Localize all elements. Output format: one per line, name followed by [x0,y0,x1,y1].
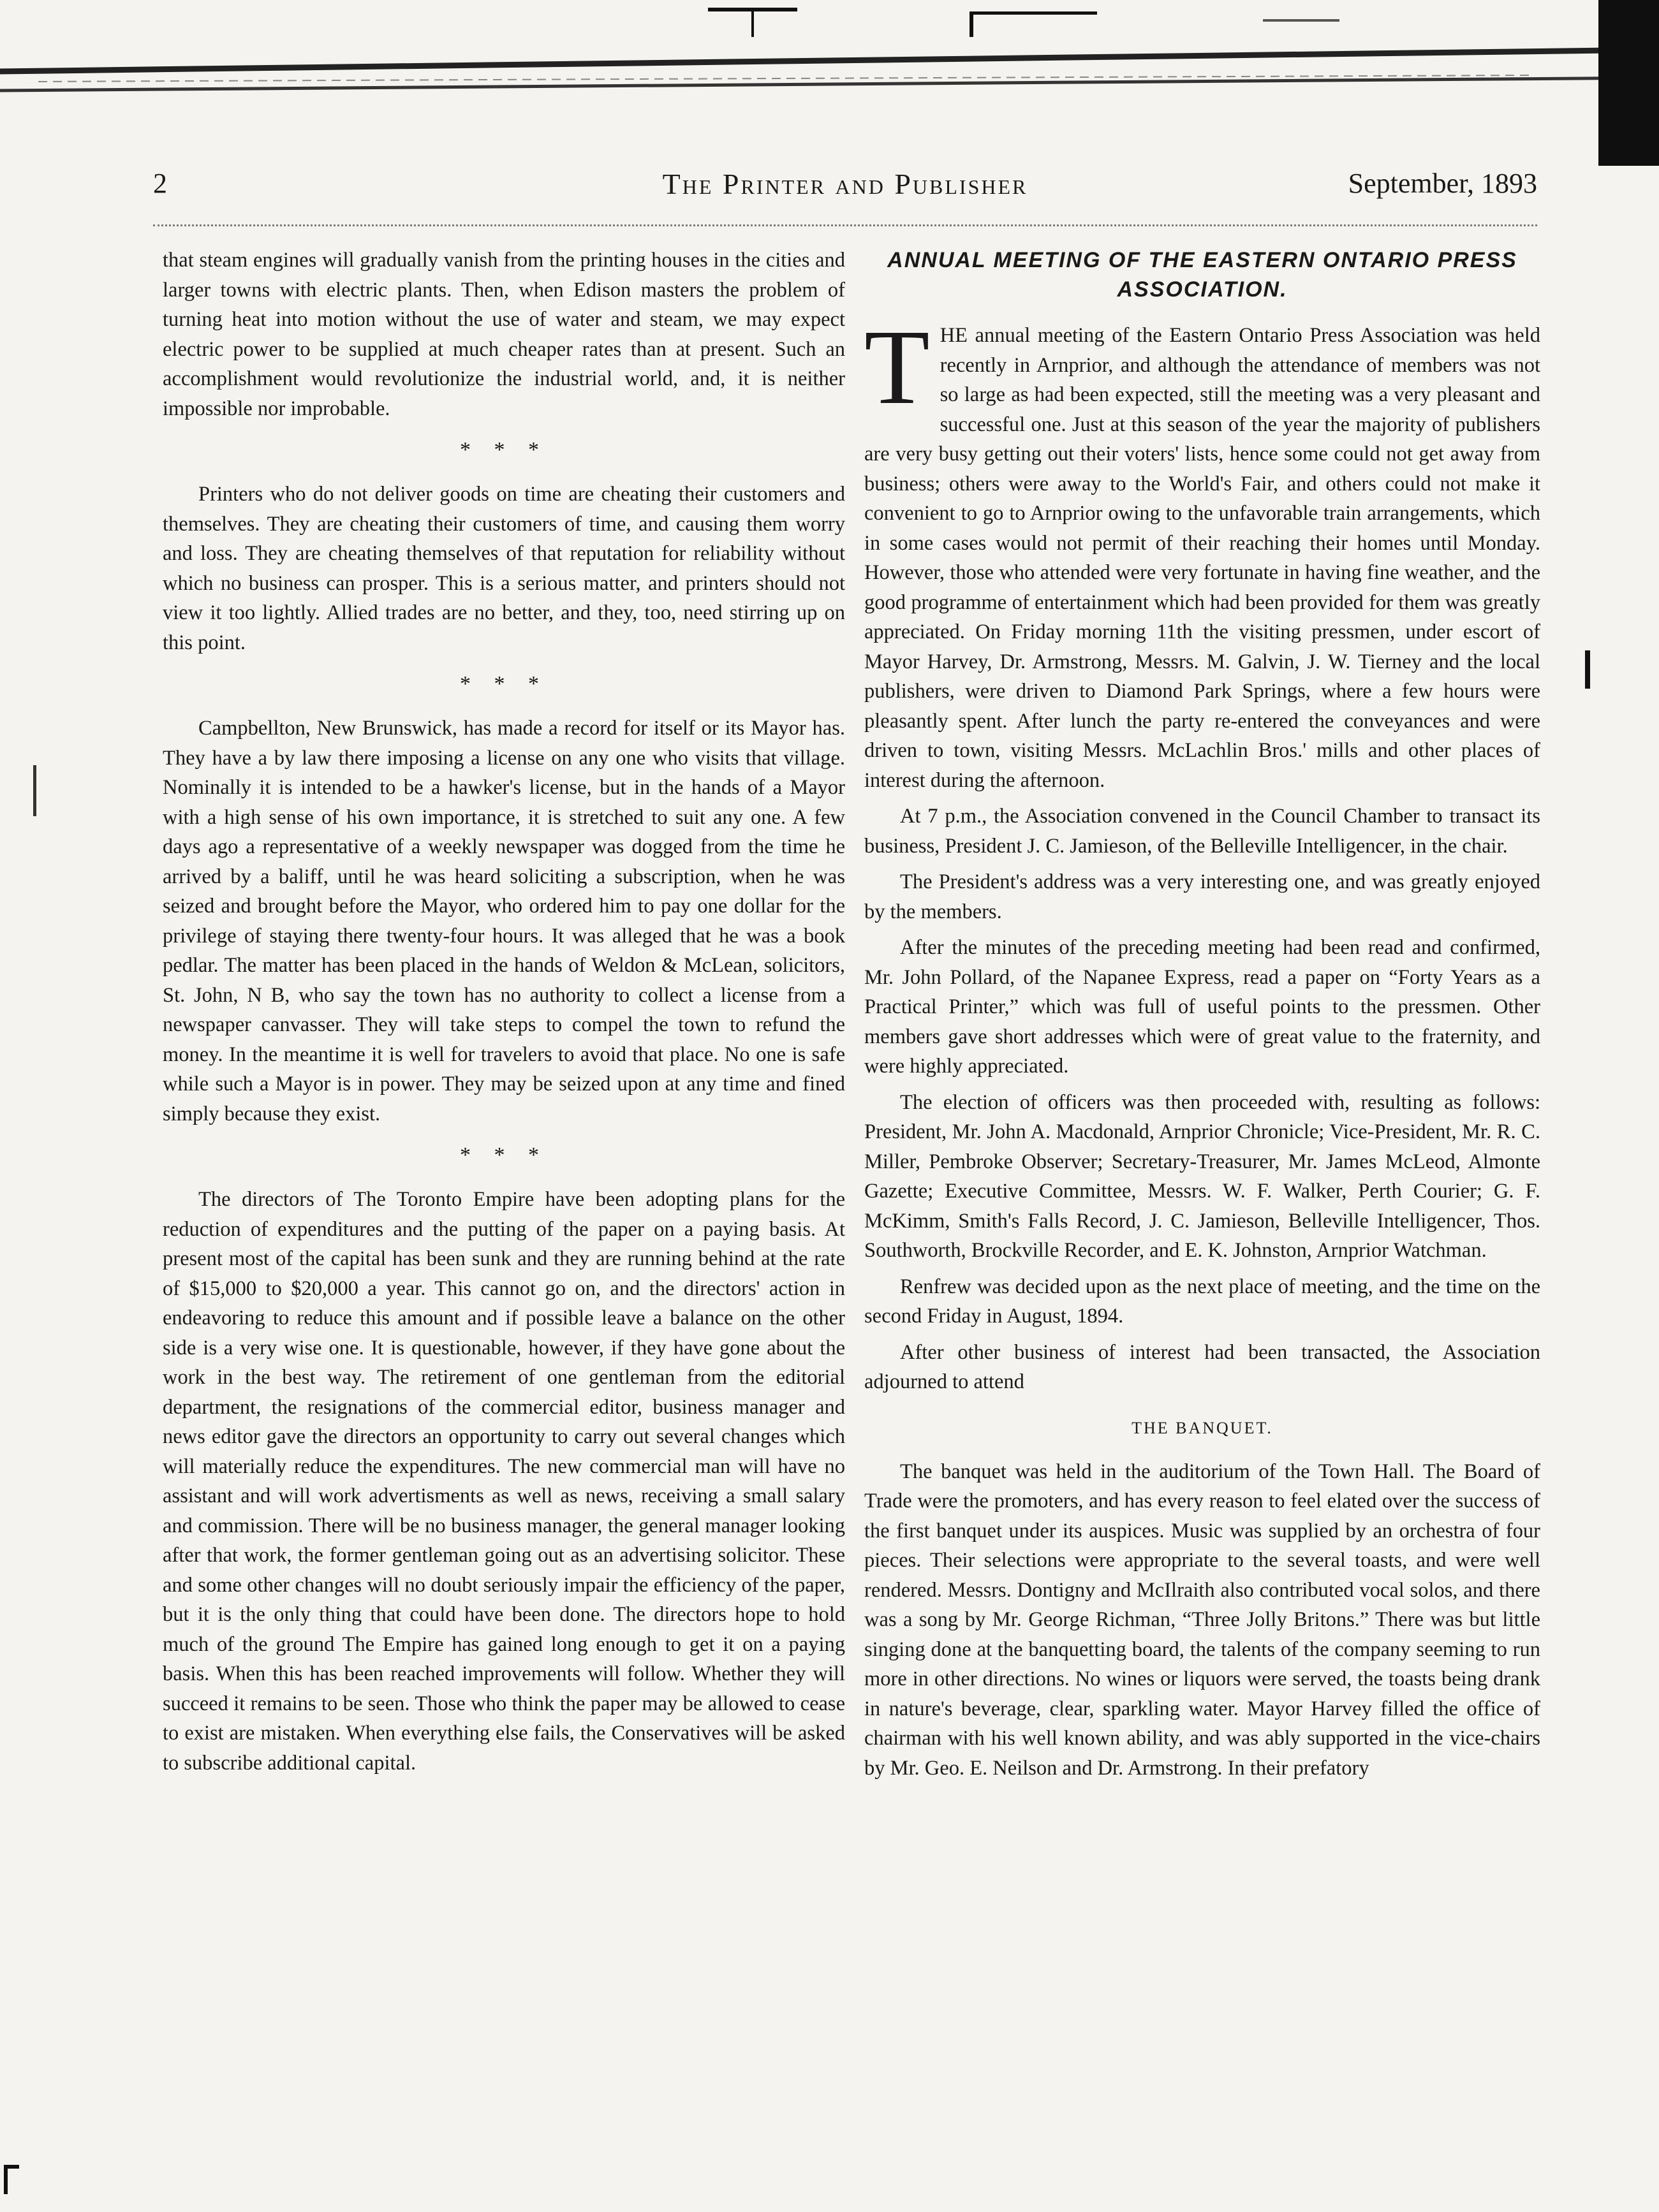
paragraph-council-chamber: At 7 p.m., the Association convened in the Council Chamber to transact its business, President J. C. Jamieson, of the Belleville Intelligencer, in the chair. [864,805,1540,858]
issue-date: September, 1893 [1348,168,1537,199]
page-number: 2 [153,168,167,199]
margin-mark-bottom-left [4,2165,19,2194]
paragraph-adjourned: After other business of interest had been transacted, the Association adjourned to attend [864,1340,1540,1393]
section-separator: * * * [460,1143,548,1167]
margin-mark-right [1585,650,1590,689]
margin-mark-left [33,765,36,816]
paragraph-toronto-empire: The directors of The Toronto Empire have been adopting plans for the reduction of expenditures and the putting of the paper on a paying basis. At present most of the capital has been sunk and they are running behind at the rate of $15,000 to $20,000 a year. This cannot go on, and the directors' action in endeavoring to reduce this amount and if possible leave a balance on the other side is a very wise one. It is questionable, however, if they have gone about the work in the best way. The retirement of one gentleman from the editorial department, the resignations of the commercial editor, business manager and news editor gave the directors an opportunity to carry out several changes which will materially reduce the expenditures. The new commercial man will have no assistant and will work advertisments as well as news, receiving a small salary and commission. There will be no business manager, the general manager looking after that work, the former gentleman going out as an advertising solicitor. These and some other changes will no doubt seriously impair the efficiency of the paper, but it is the only thing that could have been done. The directors hope to hold much of the ground The Empire has gained long enough to get it on a paying basis. When this has been reached improvements will follow. Whether they will succeed it remains to be seen. Those who think the paper may be allowed to cease to exist are mistaken. When everything else fails, the Conservatives will be asked to subscribe additional capital. [163,1188,845,1775]
paragraph-presidents-address: The President's address was a very interesting one, and was greatly enjoyed by the members. [864,870,1540,923]
section-separator: * * * [460,438,548,462]
paragraph-minutes: After the minutes of the preceding meeting had been read and confirmed, Mr. John Pollard, of the Napanee Express, read a paper on “Forty Years as a Practical Printer,” which was full of useful points to the pressmen. Other members gave short addresses which were of great value to the fraternity, and were highly appreciated. [864,936,1540,1078]
paragraph-campbellton: Campbellton, New Brunswick, has made a record for itself or its Mayor has. They have a by law there imposing a license on any one who visits that village. Nominally it is intended to be a hawker's license, but in the hands of a Mayor with a high sense of his own importance, it is stretched to suit any one. A few days ago a representative of a weekly newspaper was dogged from the time he arrived by a baliff, until he was heard soliciting a subscription, when he was seized and brought before the Mayor, who ordered him to pay one dollar for the privilege of staying there twenty-four hours. It was alleged that he was a book pedlar. The matter has been placed in the hands of Weldon & McLean, solicitors, St. John, N B, who say the town has no authority to collect a license from a newspaper canvasser. They will take steps to compel the town to refund the money. In the meantime it is well for travelers to avoid that place. No one is safe while such a Mayor is in power. They may be seized upon at any time and fined simply because they exist. [163,717,845,1125]
scan-right-edge [1598,0,1659,166]
drop-cap: T [864,308,930,427]
header-rule [153,224,1537,226]
paragraph-election: The election of officers was then proceeded with, resulting as follows: President, Mr. John A. Macdonald, Arnprior Chronicle; Vice-President, Mr. R. C. Miller, Pembroke Observer; Secretary-Treasurer, Mr. James McLeod, Almonte Gazette; Executive Committee, Messrs. W. F. Walker, Perth Courier; G. F. McKimm, Smith's Falls Record, J. C. Jamieson, Belleville Intelligencer, Thos. Southworth, Brockville Recorder, and E. K. Johnston, Arnprior Watchman. [864,1090,1540,1262]
subheading-banquet: THE BANQUET. [1132,1418,1273,1437]
paragraph-printers-delivery: Printers who do not deliver goods on time are cheating their customers and themselves. They are cheating their customers of time, and causing them worry and loss. They are cheating themselves of that reputation for reliability without which no business can prosper. This is a serious matter, and printers should not view it too lightly. Allied trades are no better, and they, too, need stirring up on this point. [163,483,845,654]
left-column [163,245,845,1784]
page-header [153,167,1537,212]
paragraph-renfrew: Renfrew was decided upon as the next place of meeting, and the time on the second Friday in August, 1894. [864,1275,1540,1328]
paragraph-steam-engines: that steam engines will gradually vanish from the printing houses in the cities and larger towns with electric plants. Then, when Edison masters the problem of turning heat into motion without the use of water and steam, we may expect electric power to be supplied at much cheaper rates than at present. Such an accomplishment would revolutionize the industrial world, and, it is neither impossible nor improbable. [163,249,845,420]
paragraph-banquet: The banquet was held in the auditorium of the Town Hall. The Board of Trade were the promoters, and has every reason to feel elated over the success of the first banquet under its auspices. Music was supplied by an orchestra of four pieces. Their selections were appropriate to the several toasts, and were well rendered. Messrs. Dontigny and McIlraith also contributed vocal solos, and there was a song by Mr. George Richman, “Three Jolly Britons.” There was but little singing done at the banquetting board, the talents of the company seeming to run more in other directions. No wines or liquors were served, the toasts being drank in nature's beverage, clear, sparkling water. Mayor Harvey filled the office of chairman with his well known ability, and was ably supported in the vice-chairs by Mr. Geo. E. Neilson and Dr. Armstrong. In their prefatory [864,1460,1540,1780]
article-title: ANNUAL MEETING OF THE EASTERN ONTARIO PRESS ASSOCIATION. [887,248,1517,302]
masthead-title: The Printer and Publisher [662,168,1028,200]
paragraph-meeting-intro [864,308,1540,795]
scan-top-edge [0,0,1659,128]
meeting-intro-text: HE annual meeting of the Eastern Ontario Press Association was held recently in Arnprior, and although the attendance of members was not so large as had been expected, still the meeting was a very pleasant and successful one. Just at this season of the year the majority of publishers are very busy getting out their voters' lists, hence some could not get away from business; others were away to the World's Fair, and others could not make it convenient to go to Arnprior owing to the unfavorable train arrangements, which in some cases would not permit of their reaching their homes until Monday. However, those who attended were very fortunate in having fine weather, and the good programme of entertainment which had been provided for them was greatly appreciated. On Friday morning 11th the visiting pressmen, under escort of Mayor Harvey, Dr. Armstrong, Messrs. M. Galvin, J. W. Tierney and the local publishers, were driven to Diamond Park Springs, where a few hours were pleasantly spent. After lunch the party re-entered the conveyances and were driven to town, visiting Messrs. McLachlin Bros.' mills and other places of interest during the afternoon. [864,324,1540,792]
right-column [864,245,1540,1789]
section-separator: * * * [460,672,548,696]
